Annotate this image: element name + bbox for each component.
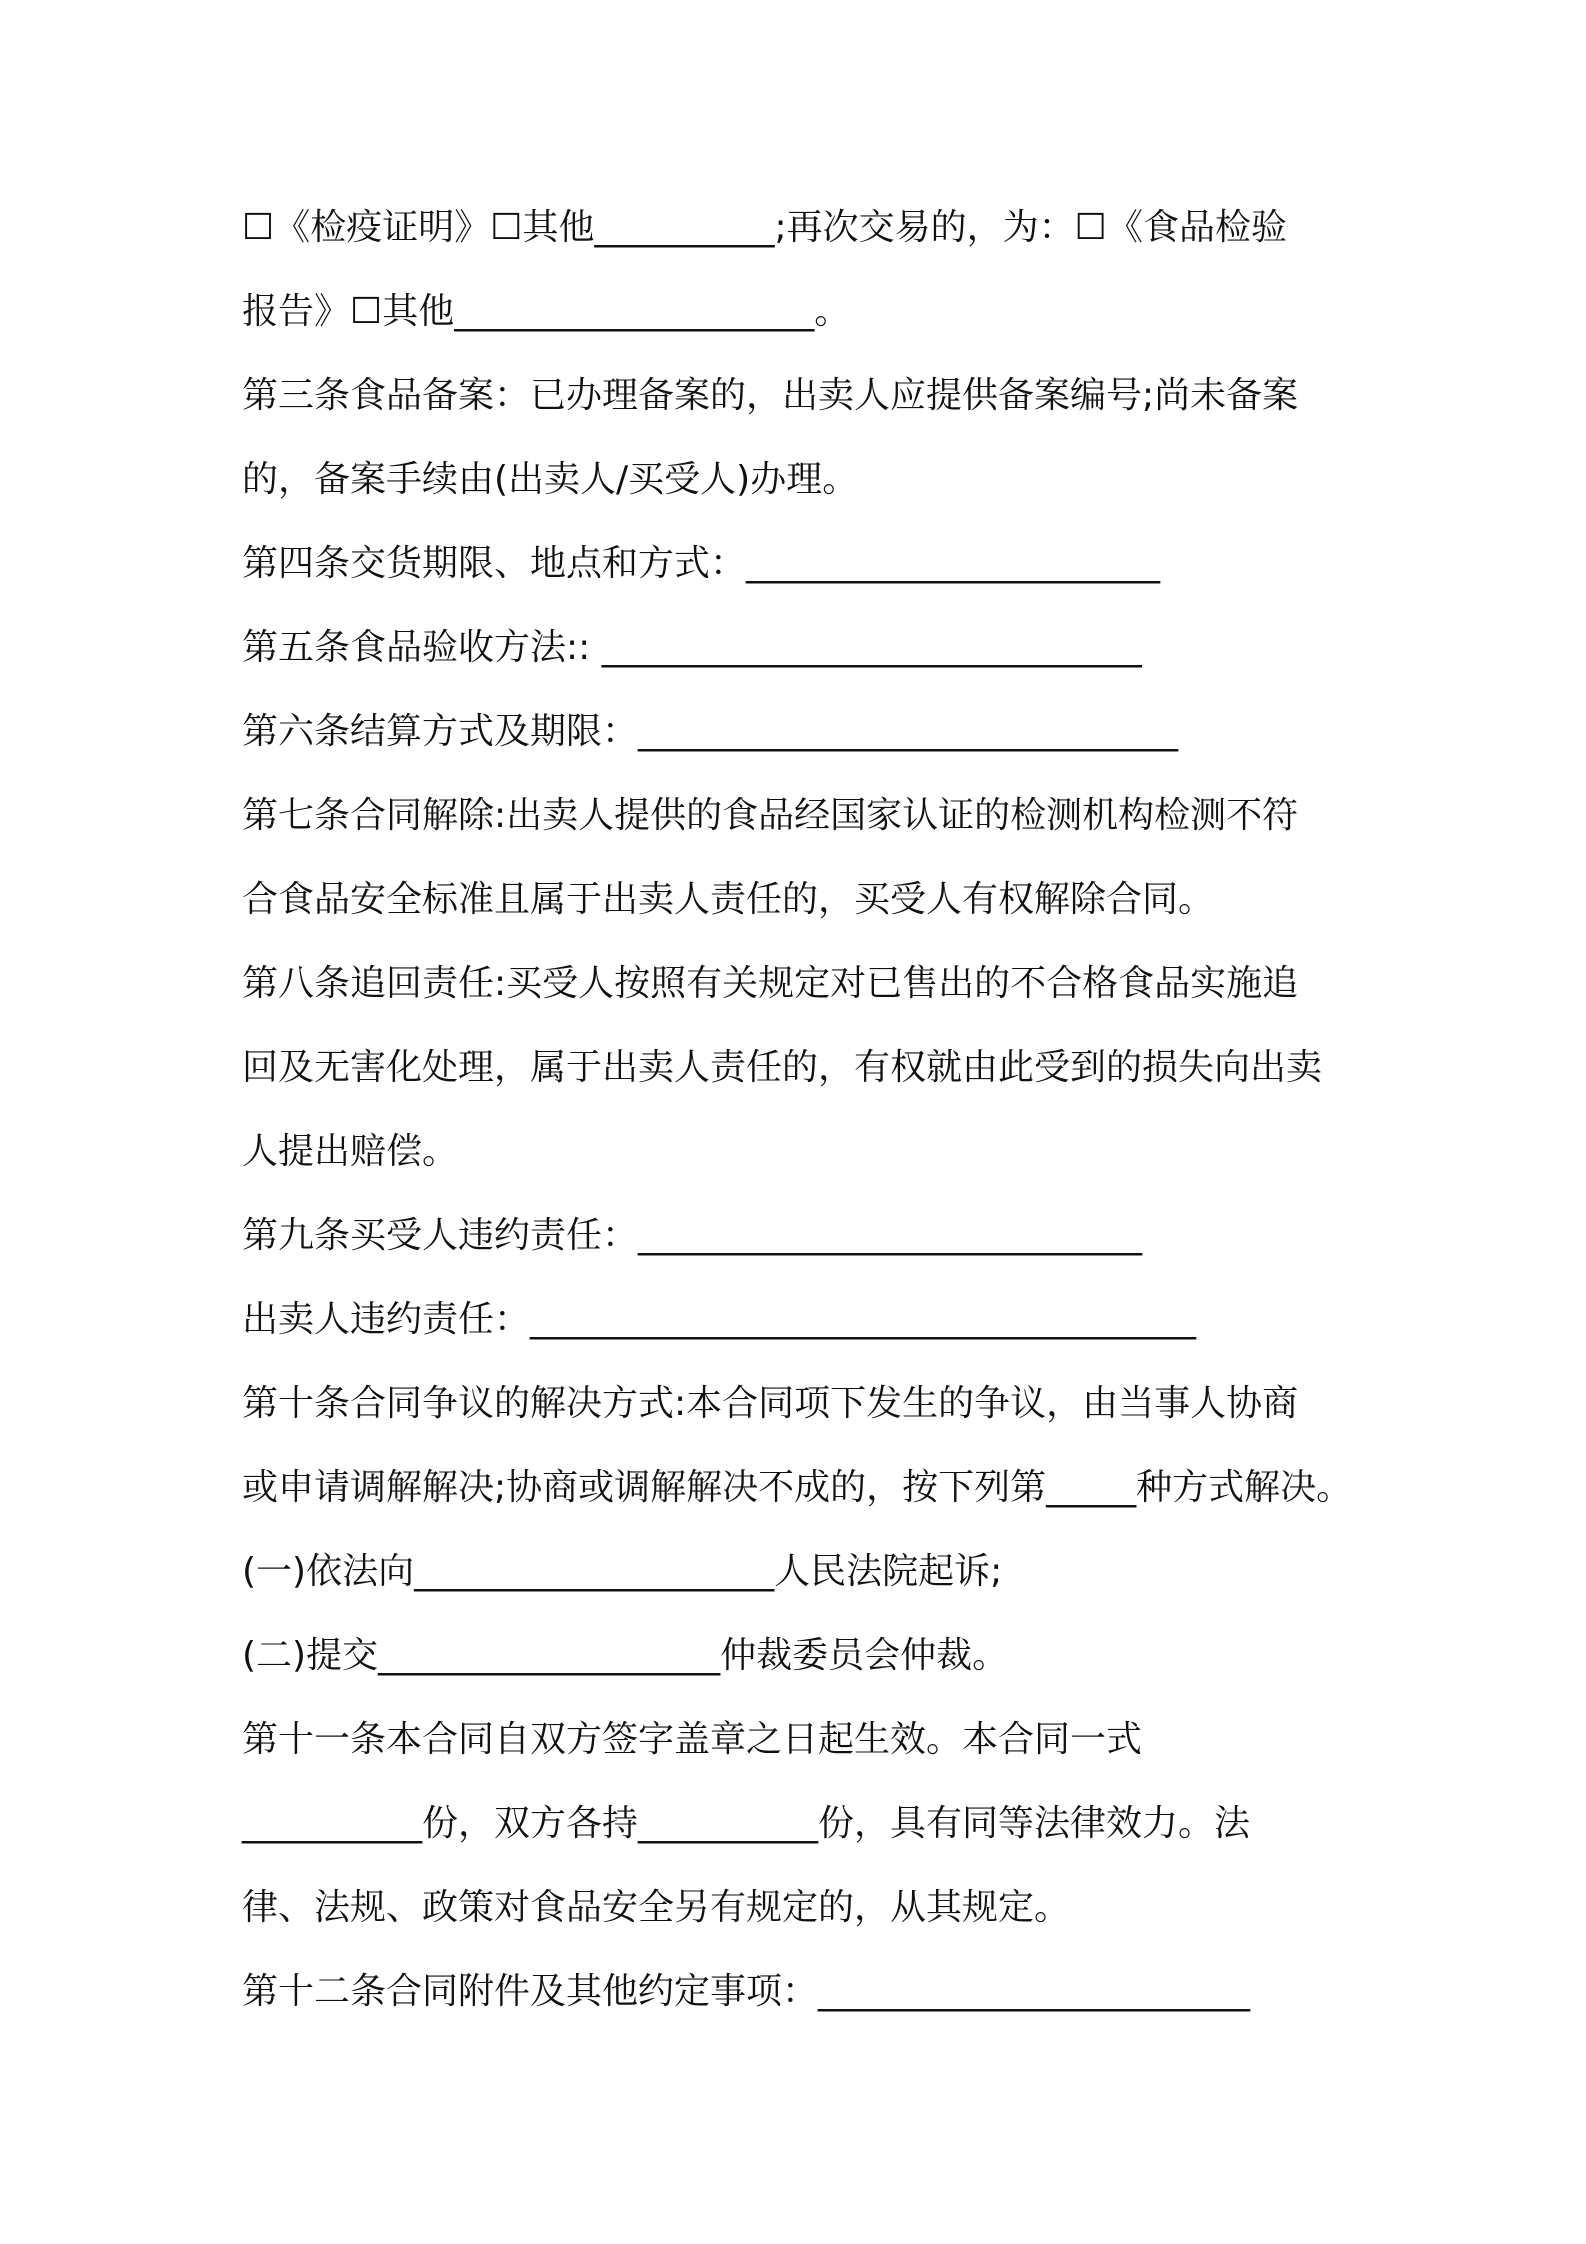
article-10-line-1: 第十条合同争议的解决方式:本合同项下发生的争议，由当事人协商 [242, 1383, 1299, 1424]
article-7-line-2: 合食品安全标准且属于出卖人责任的，买受人有权解除合同。 [242, 879, 1215, 920]
article-11-line-3: 律、法规、政策对食品安全另有规定的，从其规定。 [242, 1887, 1071, 1928]
article-12: 第十二条合同附件及其他约定事项：________________________ [242, 1971, 1251, 2012]
text-line-1: ☐《检疫证明》☐其他__________;再次交易的，为：☐《食品检验 [242, 207, 1287, 248]
article-7-line-1: 第七条合同解除:出卖人提供的食品经国家认证的检测机构检测不符 [242, 795, 1299, 836]
text-line-2: 报告》☐其他____________________。 [242, 291, 851, 332]
article-3-line-1: 第三条食品备案：已办理备案的，出卖人应提供备案编号;尚未备案 [242, 375, 1299, 416]
article-11-line-2: __________份，双方各持__________份，具有同等法律效力。法 [242, 1803, 1251, 1844]
article-10-option-2: (二)提交___________________仲裁委员会仲裁。 [242, 1635, 1009, 1676]
article-6: 第六条结算方式及期限：______________________________ [242, 711, 1179, 752]
article-10-line-2: 或申请调解解决;协商或调解解决不成的，按下列第_____种方式解决。 [242, 1467, 1353, 1508]
article-11-line-1: 第十一条本合同自双方签字盖章之日起生效。本合同一式 [242, 1719, 1143, 1760]
article-8-line-1: 第八条追回责任:买受人按照有关规定对已售出的不合格食品实施追 [242, 963, 1299, 1004]
article-9-seller: 出卖人违约责任：_____________________________________ [242, 1299, 1197, 1340]
article-9-buyer: 第九条买受人违约责任：____________________________ [242, 1215, 1143, 1256]
article-3-line-2: 的，备案手续由(出卖人/买受人)办理。 [242, 459, 859, 500]
article-5: 第五条食品验收方法:: ______________________________ [242, 627, 1142, 668]
article-8-line-3: 人提出赔偿。 [242, 1131, 459, 1172]
article-10-option-1: (一)依法向____________________人民法院起诉; [242, 1551, 1003, 1592]
article-4: 第四条交货期限、地点和方式：_______________________ [242, 543, 1161, 584]
article-8-line-2: 回及无害化处理，属于出卖人责任的，有权就由此受到的损失向出卖 [242, 1047, 1323, 1088]
